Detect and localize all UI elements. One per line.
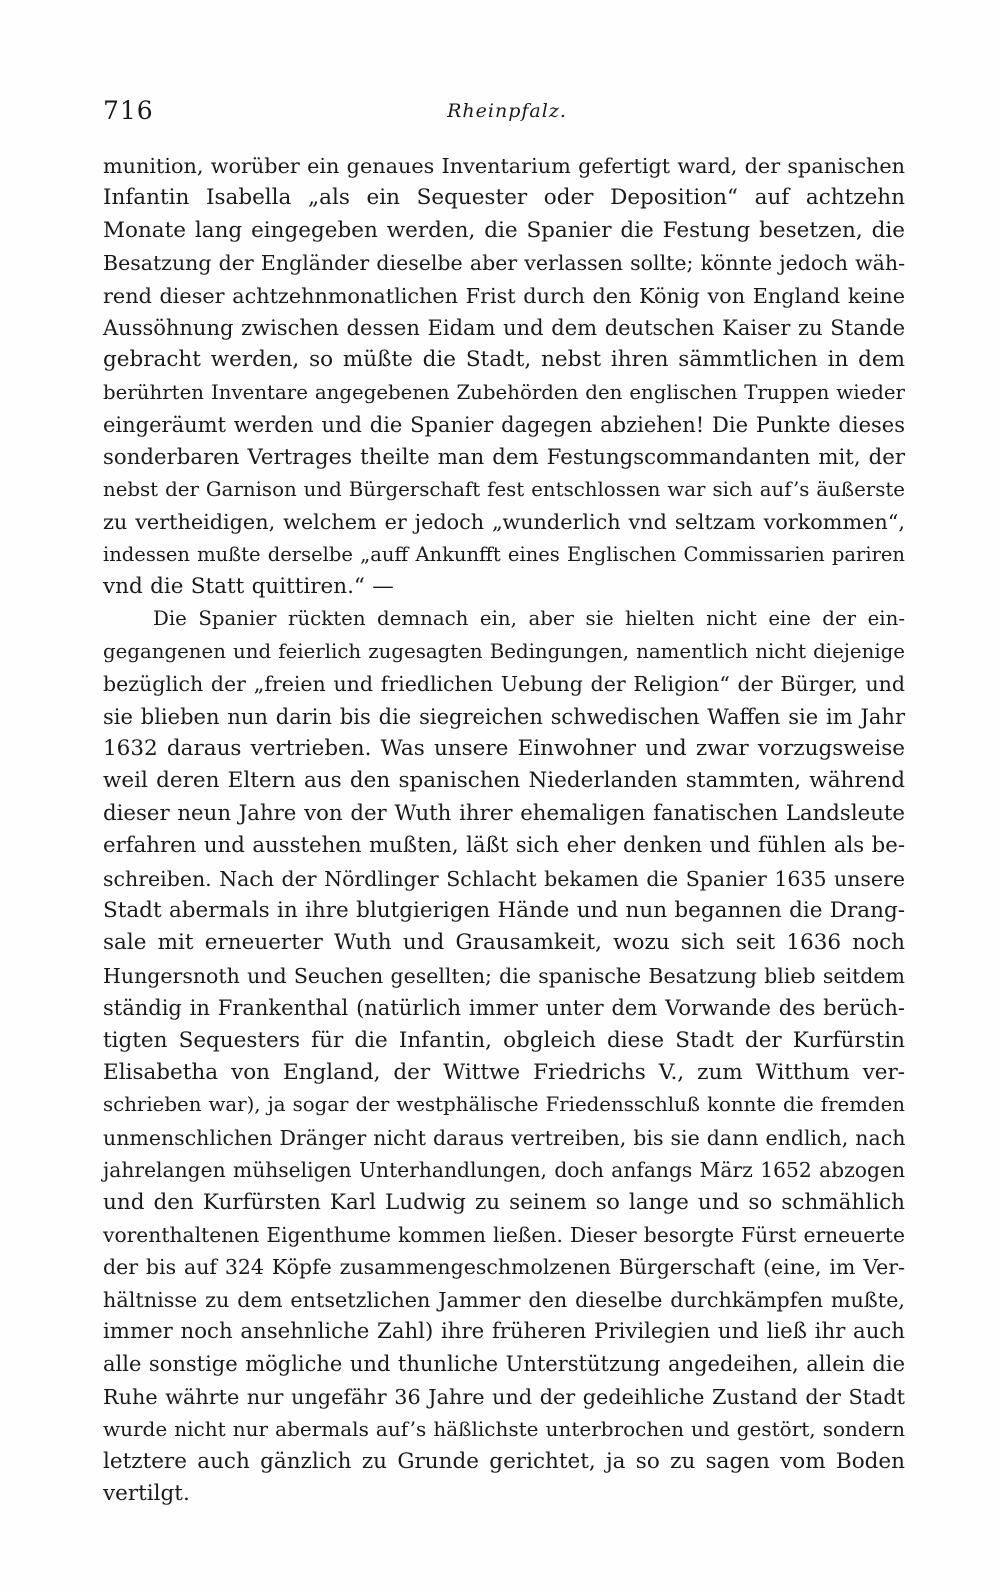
body-text (103, 150, 905, 1510)
text-line: 1632 daraus vertrieben. Was unsere Einwohner und zwar vorzugsweise (103, 736, 905, 762)
text-line: tigten Sequesters für die Infantin, obgleich diese Stadt der Kurfürstin (103, 1027, 905, 1053)
text-line: Besatzung der Engländer dieselbe aber verlassen sollte; könnte jedoch wäh- (103, 251, 905, 276)
text-line: sie blieben nun darin bis die siegreichen schwedischen Waffen sie im Jahr (103, 704, 905, 729)
text-line: immer noch ansehnliche Zahl) ihre früheren Privilegien und ließ ihr auch (103, 1319, 905, 1345)
text-line: dieser neun Jahre von der Wuth ihrer ehemaligen fanatischen Landsleute (103, 800, 905, 826)
paragraph-first-line: Die Spanier rückten demnach ein, aber sie hielten nicht eine der ein- (153, 607, 905, 631)
text-line: gebracht werden, so müßte die Stadt, nebst ihren sämmtlichen in dem (103, 347, 905, 373)
page-number: 716 (103, 96, 154, 125)
text-line: Aussöhnung zwischen dessen Eidam und dem deutschen Kaiser zu Stande (103, 315, 905, 340)
text-line: vertilgt. (103, 1481, 190, 1507)
text-line: schrieben war), ja sogar der westphälische Friedensschluß konnte die fremden (103, 1093, 905, 1117)
text-line: weil deren Eltern aus den spanischen Niederlanden stammten, während (103, 768, 905, 794)
page-header (103, 96, 911, 140)
text-line: nebst der Garnison und Bürgerschaft fest entschlossen war sich auf’s äußerste (103, 477, 905, 501)
text-line: Elisabetha von England, der Wittwe Friedrichs V., zum Witthum ver- (103, 1059, 905, 1085)
text-line: gegangenen und feierlich zugesagten Bedingungen, namentlich nicht diejenige (103, 639, 905, 663)
text-line: hältnisse zu dem entsetzlichen Jammer den dieselbe durchkämpfen mußte, (103, 1287, 905, 1312)
text-line: Monate lang eingegeben werden, die Spanier die Festung besetzen, die (103, 217, 905, 243)
text-line: ständig in Frankenthal (natürlich immer unter dem Vorwande des berüch- (103, 996, 905, 1021)
text-line: zu vertheidigen, welchem er jedoch „wunderlich vnd seltzam vorkommen“, (103, 510, 905, 535)
text-line: Hungersnoth und Seuchen gesellten; die spanische Besatzung blieb seitdem (103, 963, 905, 988)
text-line: vorenthaltenen Eigenthume kommen ließen. Dieser besorgte Fürst erneuerte (103, 1222, 905, 1247)
text-line: sale mit erneuerter Wuth und Grausamkeit, wozu sich seit 1636 noch (103, 930, 905, 956)
text-line: der bis auf 324 Köpfe zusammengeschmolzenen Bürgerschaft (eine, im Ver- (103, 1255, 905, 1280)
text-line: unmenschlichen Dränger nicht daraus vertreiben, bis sie dann endlich, nach (103, 1125, 906, 1150)
text-line: jahrelangen mühseligen Unterhandlungen, doch anfangs März 1652 abzogen (103, 1158, 905, 1183)
running-head: Rheinpfalz. (447, 100, 567, 122)
text-line: berührten Inventare angegebenen Zubehörden den englischen Truppen wieder (103, 380, 905, 404)
text-line: indessen mußte derselbe „auff Ankunfft eines Englischen Commissarien pariren (103, 542, 905, 566)
text-line: Infantin Isabella „als ein Sequester oder Deposition“ auf achtzehn (103, 185, 905, 211)
text-line: alle sonstige mögliche und thunliche Unterstützung angedeihen, allein die (103, 1352, 905, 1377)
text-line: bezüglich der „freien und friedlichen Uebung der Religion“ der Bürger, und (103, 672, 905, 697)
text-line: wurde nicht nur abermals auf’s häßlichste unterbrochen und gestört, sondern (103, 1417, 905, 1442)
text-line: letztere auch gänzlich zu Grunde gerichtet, ja so zu sagen vom Boden (103, 1448, 905, 1474)
text-line: sonderbaren Vertrages theilte man dem Festungscommandanten mit, der (103, 444, 905, 470)
text-line: Ruhe währte nur ungefähr 36 Jahre und der gedeihliche Zustand der Stadt (103, 1384, 905, 1409)
text-line: munition, worüber ein genaues Inventarium gefertigt ward, der spanischen (103, 154, 905, 178)
text-line: schreiben. Nach der Nördlinger Schlacht bekamen die Spanier 1635 unsere (103, 866, 905, 891)
text-line: und den Kurfürsten Karl Ludwig zu seinem so lange und so schmählich (103, 1189, 905, 1215)
text-line: eingeräumt werden und die Spanier dagegen abziehen! Die Punkte dieses (103, 413, 905, 438)
text-line: rend dieser achtzehnmonatlichen Frist durch den König von England keine (103, 283, 905, 308)
text-line: vnd die Statt quittiren.“ — (103, 574, 394, 600)
text-line: Stadt abermals in ihre blutgierigen Hände und nun begannen die Drang- (103, 897, 905, 923)
text-line: erfahren und ausstehen mußten, läßt sich eher denken und fühlen als be- (103, 833, 905, 859)
